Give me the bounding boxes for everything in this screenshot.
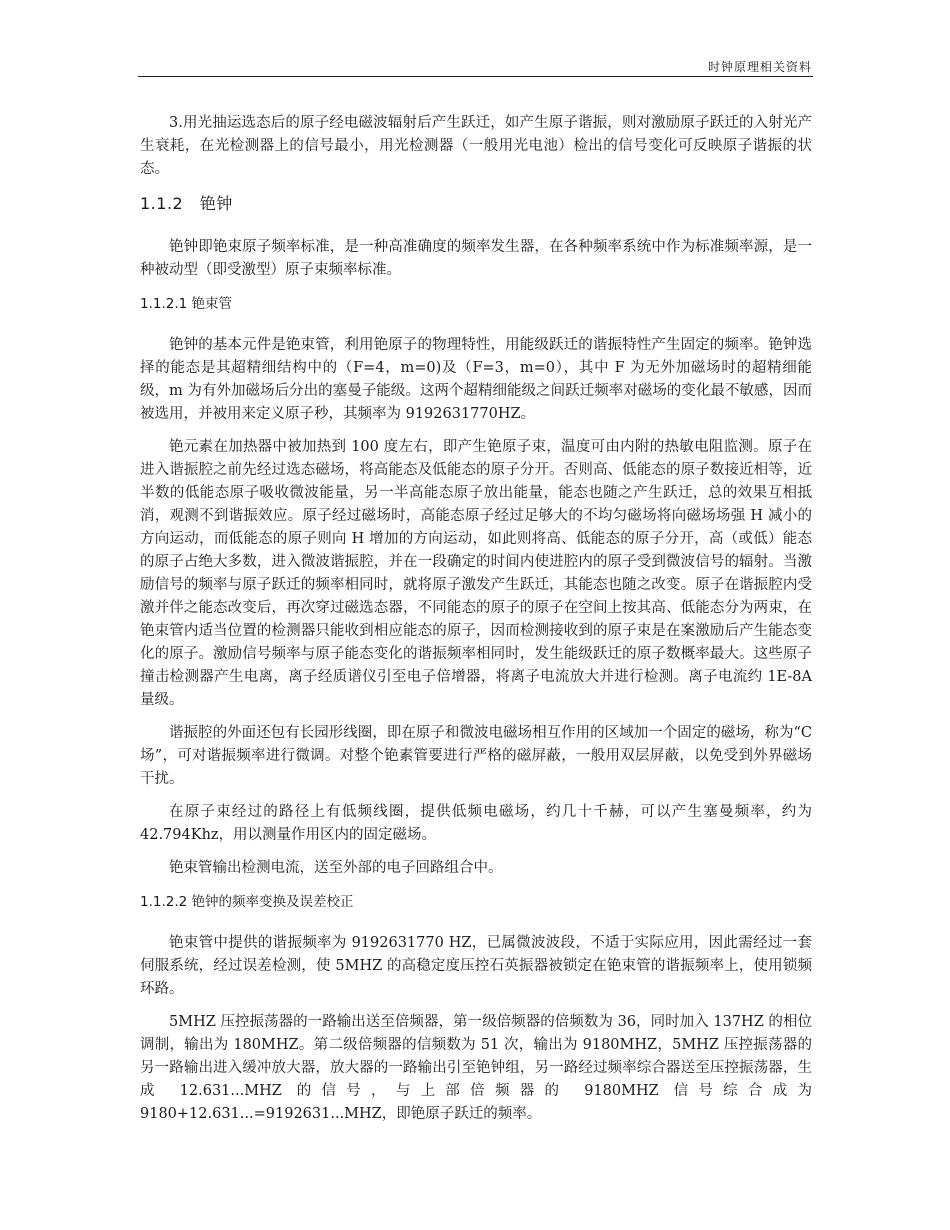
document-body <box>140 112 812 1136</box>
paragraph: 铯束管中提供的谐振频率为 9192631770 HZ，已属微波波段，不适于实际应用，因此需经过一套伺服系统，经过误差检测，使 5MHZ 的高稳定度压控石英振器被锁定在铯束管的谐振频率上，使用锁频环路。 <box>140 935 812 997</box>
section-1-1-2-paragraph: 铯钟即铯束原子频率标准，是一种高准确度的频率发生器，在各种频率系统中作为标准频率源，是一种被动型（即受激型）原子束频率标准。 <box>140 239 812 278</box>
section-heading-1-1-2-1: 1.1.2.1 铯束管 <box>140 296 233 312</box>
paragraph: 在原子束经过的路径上有低频线圈，提供低频电磁场，约几十千赫，可以产生塞曼频率，约为 42.794Khz，用以测量作用区内的固定磁场。 <box>140 804 812 843</box>
section-heading-1-1-2-2: 1.1.2.2 铯钟的频率变换及误差校正 <box>140 894 354 910</box>
paragraph: 谐振腔的外面还包有长园形线圈，即在原子和微波电磁场相互作用的区域加一个固定的磁场，称为“C 场”，可对谐振频率进行微调。对整个铯素管要进行严格的磁屏蔽，一般用双层屏蔽，以免受到外界磁场干扰。 <box>140 725 812 787</box>
intro-paragraph: 3.用光抽运选态后的原子经电磁波辐射后产生跃迁，如产生原子谐振，则对激励原子跃迁的入射光产生衰耗，在光检测器上的信号最小，用光检测器（一般用光电池）检出的信号变化可反映原子谐振的状态。 <box>140 115 812 177</box>
paragraph: 铯钟的基本元件是铯束管，利用铯原子的物理特性，用能级跃迁的谐振特性产生固定的频率。铯钟选择的能态是其超精细结构中的（F=4，m=0)及（F=3，m=0），其中 F 为无外加磁场时的超精细能级，m 为有外加磁场后分出的塞曼子能级。这两个超精细能级之间跃迁频率对磁场的变化最不敏感，因而被选用，并被用来定义原子秒，其频率为 9192631770HZ。 <box>140 337 812 422</box>
running-header: 时钟原理相关资料 <box>707 60 812 74</box>
paragraph: 铯元素在加热器中被加热到 100 度左右，即产生铯原子束，温度可由内附的热敏电阻监测。原子在进入谐振腔之前先经过选态磁场，将高能态及低能态的原子分开。否则高、低能态的原子数接近相等，近半数的低能态原子吸收微波能量，另一半高能态原子放出能量，能态也随之产生跃迁，总的效果互相抵消，观测不到谐振效应。原子经过磁场时，高能态原子经过足够大的不均匀磁场将向磁场场强 H 减小的方向运动，而低能态的原子则向 H 增加的方向运动，如此则将高、低能态的原子分开，高（或低）能态的原子占绝大多数，进入微波谐振腔，并在一段确定的时间内使进腔内的原子受到微波信号的辐射。当激励信号的频率与原子跃迁的频率相同时，就将原子激发产生跃迁，其能态也随之改变。原子在谐振腔内受激并伴之能态改变后，再次穿过磁选态器，不同能态的原子的原子在空间上按其高、低能态分为两束，在铯束管内适当位置的检测器只能收到相应能态的原子，因而检测接收到的原子束是在案激励后产生能态变化的原子。激励信号频率与原子能态变化的谐振频率相同时，发生能级跃迁的原子数概率最大。这些原子撞击检测器产生电离，离子经质谱仪引至电子倍增器，将离子电流放大并进行检测。离子电流约 1E-8A 量级。 <box>140 439 812 708</box>
paragraph: 5MHZ 压控振荡器的一路输出送至倍频器，第一级倍频器的倍频数为 36，同时加入 137HZ 的相位调制，输出为 180MHZ。第二级倍频器的信频数为 51 次，输出为 9180MHZ，5MHZ 压控振荡器的另一路输出进入缓冲放大器，放大器的一路输出引至铯钟组，另一路经过频率综合器送至压控振荡器，生成 12.631...MHZ 的信号，与上部倍频器的 9180MHZ 信号综合成为 9180+12.631...=9192631...MHZ，即铯原子跃迁的频率。 <box>140 1014 812 1122</box>
section-heading-1-1-2: 1.1.2 铯钟 <box>140 194 233 213</box>
header-rule <box>138 76 813 77</box>
paragraph: 铯束管输出检测电流，送至外部的电子回路组合中。 <box>169 860 503 876</box>
